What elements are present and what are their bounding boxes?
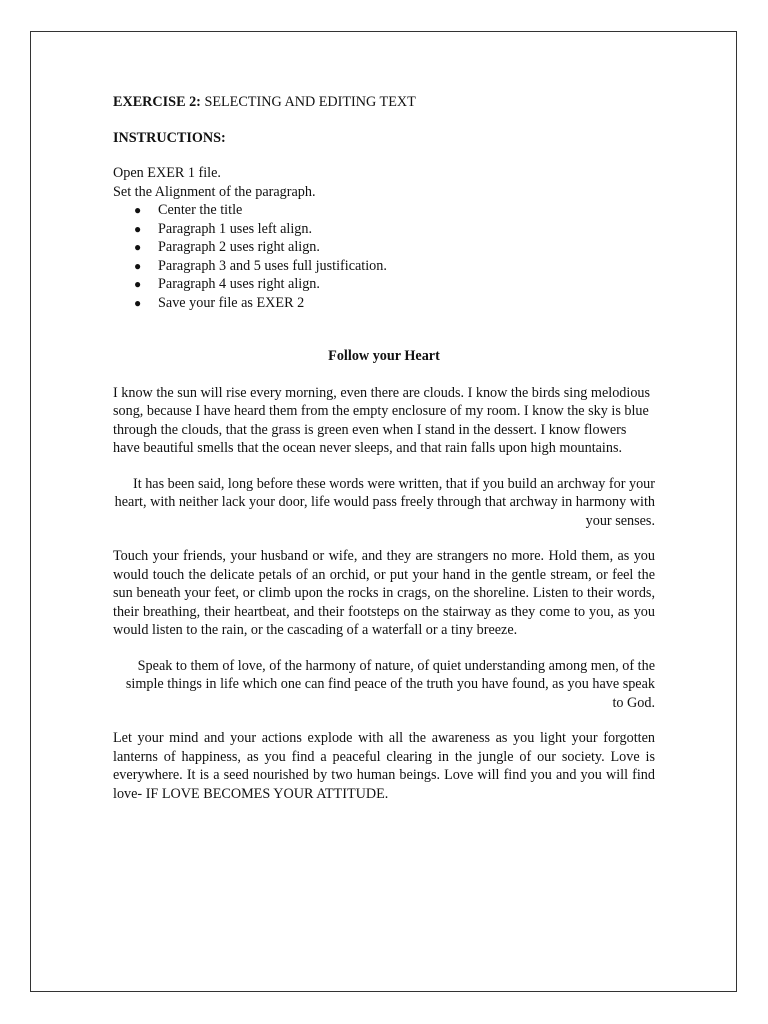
task-item (113, 257, 655, 276)
task-item (113, 238, 655, 257)
bullet-icon: ● (134, 240, 142, 254)
bullet-icon: ● (134, 295, 142, 310)
paragraph-2: It has been said, long before these words were written, that if you build an archway for your heart, with neither lack your door, life would pass freely through that archway in harmony with your senses. (114, 475, 655, 529)
task-text: Save your file as EXER 2 (158, 294, 305, 311)
task-item (113, 294, 655, 313)
task-item (113, 275, 655, 294)
paragraph-5: Let your mind and your actions explode with all the awareness as you light your forgotten lanterns of happiness, as you find a peaceful clearing in the jungle of our society. Love is everywhere. It is a seed nourished by two human beings. Love will find you and you will find love- IF LOVE BECOMES YOUR ATTITUDE. (113, 730, 655, 802)
bullet-icon: ● (134, 277, 142, 291)
bullet-icon: ● (134, 258, 142, 273)
document-body (113, 93, 655, 803)
task-text: Paragraph 1 uses left align. (158, 220, 313, 237)
task-list (113, 201, 655, 312)
task-text: Paragraph 4 uses right align. (158, 276, 320, 292)
instructions-heading: INSTRUCTIONS: (113, 129, 226, 146)
instruction-line: Set the Alignment of the paragraph. (113, 183, 316, 200)
task-text: Center the title (158, 202, 243, 218)
bullet-icon: ● (134, 221, 142, 236)
document-title: Follow your Heart (328, 348, 440, 364)
paragraph-1: I know the sun will rise every morning, even there are clouds. I know the birds sing melodious song, because I have heard them from the empty enclosure of my room. I know the sky is blue through the clouds, that the grass is green even when I stand in the dessert. I know flowers have beautiful smells that the ocean never sleeps, and that rain falls upon high mountains. (113, 384, 651, 456)
bullet-icon: ● (134, 203, 142, 217)
instruction-line: Open EXER 1 file. (113, 165, 221, 181)
exercise-title: SELECTING AND EDITING TEXT (200, 94, 416, 110)
paragraph-4: Speak to them of love, of the harmony of nature, of quiet understanding among men, of the simple things in life which one can find peace of the truth you have found, as you have speak to God. (125, 657, 655, 711)
task-text: Paragraph 2 uses right align. (158, 239, 320, 255)
task-item (113, 220, 655, 239)
exercise-label: EXERCISE 2: (113, 94, 201, 110)
task-item (113, 201, 655, 220)
paragraph-3: Touch your friends, your husband or wife, and they are strangers no more. Hold them, as you would touch the delicate petals of an orchid, or put your hand in the gentle stream, or feel the sun beneath your feet, or climb upon the rocks in crags, on the shoreline. Listen to their words, their breathing, their heartbeat, and their footsteps on the stairway as they come to you, as you would listen to the rain, or the cascading of a waterfall or a tiny breeze. (113, 548, 655, 638)
exercise-heading (113, 93, 655, 112)
task-text: Paragraph 3 and 5 uses full justification. (158, 257, 387, 274)
